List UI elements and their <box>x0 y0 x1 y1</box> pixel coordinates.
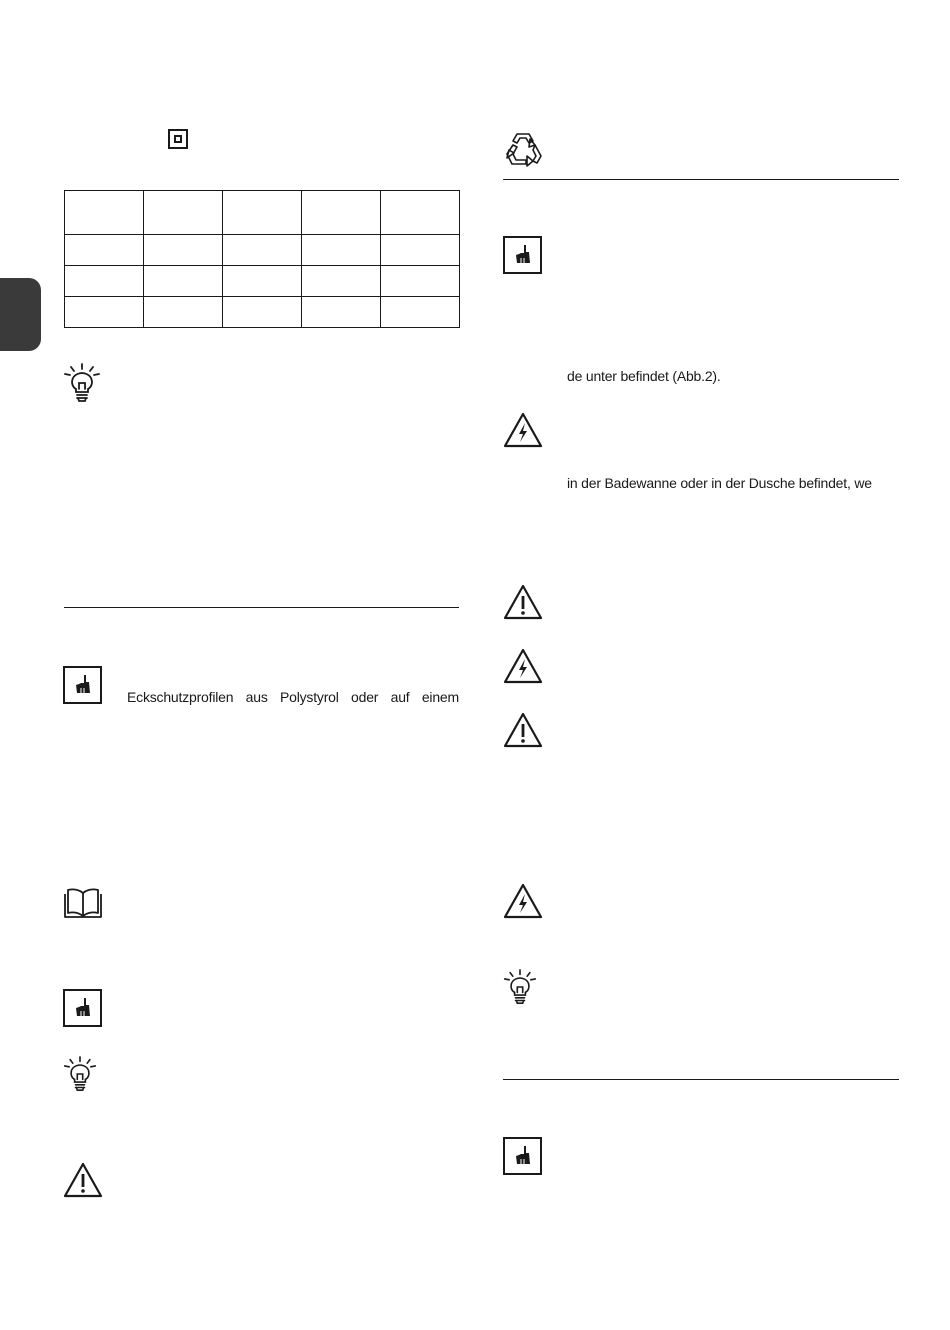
lightbulb-icon <box>502 968 538 1006</box>
text-word: Eckschutzprofilen <box>127 689 234 705</box>
electric-warning-icon <box>502 647 544 685</box>
text-word: auf <box>390 689 410 705</box>
section-divider <box>503 179 899 180</box>
hand-pointing-icon <box>503 236 543 275</box>
spec-table <box>64 190 460 328</box>
section-divider <box>503 1079 899 1080</box>
lightbulb-icon <box>62 362 102 404</box>
hand-pointing-icon <box>63 989 103 1028</box>
text-word: aus <box>245 689 268 705</box>
text-word: einem <box>421 689 459 705</box>
electric-warning-icon <box>502 882 544 920</box>
warning-triangle-icon <box>502 583 544 621</box>
table-row <box>65 297 460 328</box>
text-word: Polystyrol <box>280 689 339 705</box>
lightbulb-icon <box>62 1055 98 1093</box>
hand-pointing-icon <box>503 1137 543 1176</box>
recycle-icon <box>503 130 543 168</box>
table-row <box>65 235 460 266</box>
electric-warning-icon <box>502 411 544 449</box>
section-tab <box>0 278 41 351</box>
packaging-text-line <box>127 689 459 705</box>
open-book-icon <box>62 886 104 921</box>
install-text-line: de unter befindet (Abb.2). <box>567 368 721 384</box>
double-square-icon <box>168 129 188 149</box>
bathroom-text-line: in der Badewanne oder in der Dusche befindet, we <box>567 475 872 491</box>
table-row <box>65 191 460 235</box>
text-word: oder <box>351 689 379 705</box>
table-row <box>65 266 460 297</box>
warning-triangle-icon <box>502 711 544 749</box>
hand-pointing-icon <box>63 666 103 705</box>
section-divider <box>64 607 459 608</box>
warning-triangle-icon <box>62 1161 104 1199</box>
